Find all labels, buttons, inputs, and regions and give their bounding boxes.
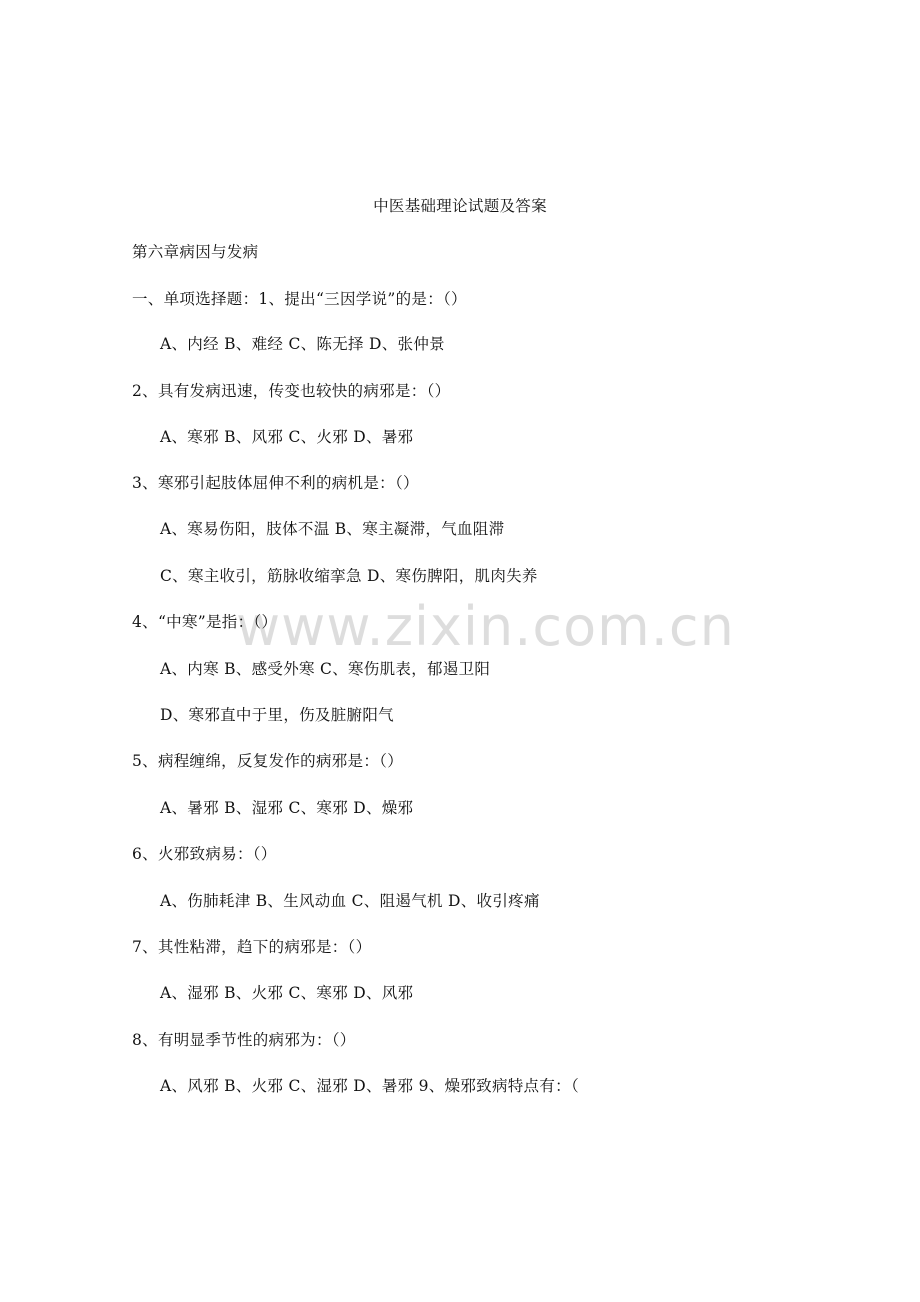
question-8-options-and-question-9: A、风邪 B、火邪 C、湿邪 D、暑邪 9、燥邪致病特点有：（ [160, 1077, 579, 1095]
watermark: www.zixin.com.cn [236, 595, 735, 658]
document-title: 中医基础理论试题及答案 [373, 197, 547, 215]
question-5-options: A、暑邪 B、湿邪 C、寒邪 D、燥邪 [160, 799, 414, 817]
question-2: 2、具有发病迅速，传变也较快的病邪是：（） [132, 382, 451, 400]
question-4-options-1: A、内寒 B、感受外寒 C、寒伤肌表，郁遏卫阳 [160, 660, 491, 678]
question-4: 4、“中寒”是指：（） [132, 613, 278, 631]
chapter-heading: 第六章病因与发病 [132, 243, 259, 261]
question-4-options-2: D、寒邪直中于里，伤及脏腑阳气 [160, 706, 394, 724]
question-7-options: A、湿邪 B、火邪 C、寒邪 D、风邪 [160, 984, 414, 1002]
question-3-options-2: C、寒主收引，筋脉收缩挛急 D、寒伤脾阳，肌肉失养 [160, 567, 538, 585]
question-6: 6、火邪致病易：（） [132, 845, 277, 863]
question-3: 3、寒邪引起肢体屈伸不利的病机是：（） [132, 474, 419, 492]
question-8: 8、有明显季节性的病邪为：（） [132, 1031, 356, 1049]
question-5: 5、病程缠绵，反复发作的病邪是：（） [132, 752, 404, 770]
question-3-options-1: A、寒易伤阳，肢体不温 B、寒主凝滞，气血阻滞 [160, 520, 505, 538]
question-6-options: A、伤肺耗津 B、生风动血 C、阻遏气机 D、收引疼痛 [160, 892, 540, 910]
question-7: 7、其性粘滞，趋下的病邪是：（） [132, 938, 372, 956]
question-2-options: A、寒邪 B、风邪 C、火邪 D、暑邪 [160, 428, 414, 446]
question-1-options: A、内经 B、难经 C、陈无择 D、张仲景 [160, 335, 445, 353]
question-1: 一、单项选择题：1、提出“三因学说”的是：（） [132, 290, 467, 308]
